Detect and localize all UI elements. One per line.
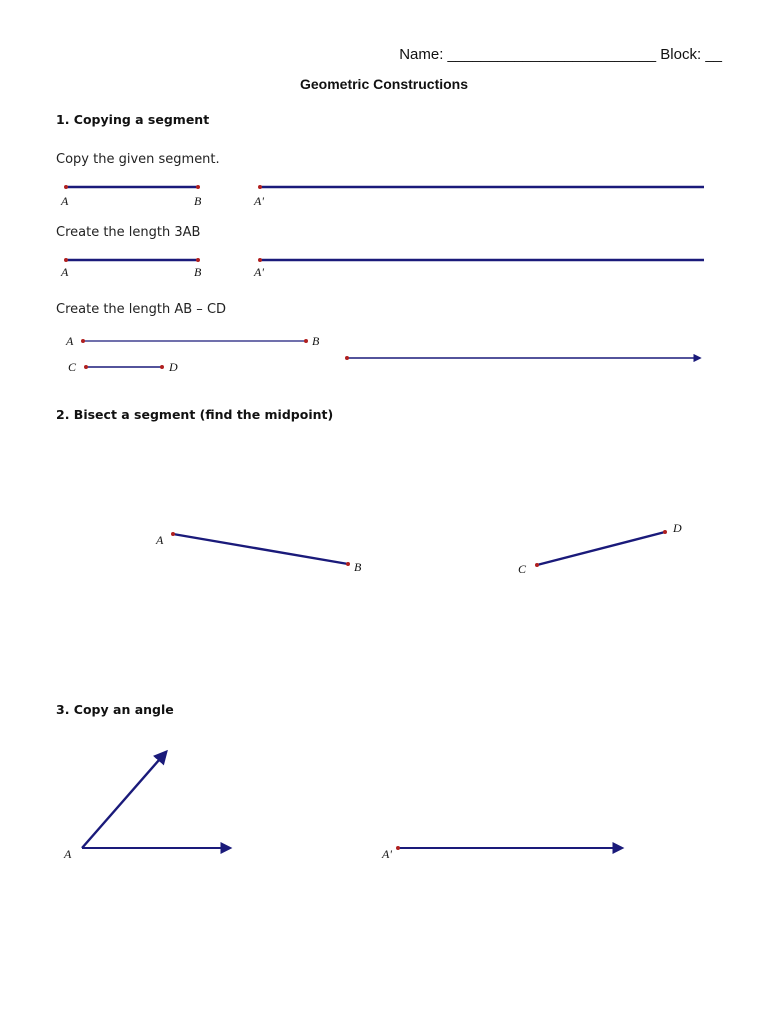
block-blank[interactable]: __ bbox=[705, 46, 722, 63]
segment-cd bbox=[84, 365, 164, 369]
label-a-angle: A bbox=[64, 847, 72, 861]
angle-a-given bbox=[82, 752, 230, 848]
label-b: B bbox=[194, 194, 202, 208]
label-a-3: A bbox=[66, 334, 74, 348]
ray-a-prime-copy bbox=[258, 185, 704, 189]
label-d-bisect: D bbox=[673, 521, 682, 535]
name-blank[interactable]: _________________________ bbox=[447, 46, 657, 63]
label-b-2: B bbox=[194, 265, 202, 279]
page-title: Geometric Constructions bbox=[299, 76, 469, 92]
label-a-2: A bbox=[61, 265, 69, 279]
segment-ab-given bbox=[64, 185, 200, 189]
label-a: A bbox=[61, 194, 69, 208]
block-label: Block: bbox=[660, 46, 702, 63]
label-b-3: B bbox=[312, 334, 320, 348]
section-3-heading: 3. Copy an angle bbox=[56, 702, 174, 717]
ray-ab-minus-cd bbox=[345, 356, 700, 360]
label-a-bisect: A bbox=[156, 533, 164, 547]
section-1-heading: 1. Copying a segment bbox=[56, 112, 210, 127]
label-b-bisect: B bbox=[354, 560, 362, 574]
section-2-heading: 2. Bisect a segment (find the midpoint) bbox=[56, 407, 334, 422]
label-d: D bbox=[169, 360, 178, 374]
segment-cd-bisect bbox=[535, 530, 667, 567]
label-c: C bbox=[68, 360, 77, 374]
name-label: Name: bbox=[399, 46, 444, 63]
instruction-copy-segment: Copy the given segment. bbox=[56, 152, 220, 167]
segment-ab-3ab bbox=[64, 258, 200, 262]
label-a-prime-2: A' bbox=[254, 265, 264, 279]
instruction-3ab: Create the length 3AB bbox=[56, 225, 201, 240]
instruction-ab-minus-cd: Create the length AB – CD bbox=[56, 302, 227, 317]
ray-a-prime-3ab bbox=[258, 258, 704, 262]
segment-ab-bisect bbox=[171, 532, 350, 566]
ray-a-prime-angle bbox=[396, 846, 622, 850]
segment-ab-long bbox=[81, 339, 308, 343]
label-c-bisect: C bbox=[518, 562, 527, 576]
label-a-prime: A' bbox=[254, 194, 264, 208]
label-a-prime-angle: A' bbox=[382, 847, 392, 861]
